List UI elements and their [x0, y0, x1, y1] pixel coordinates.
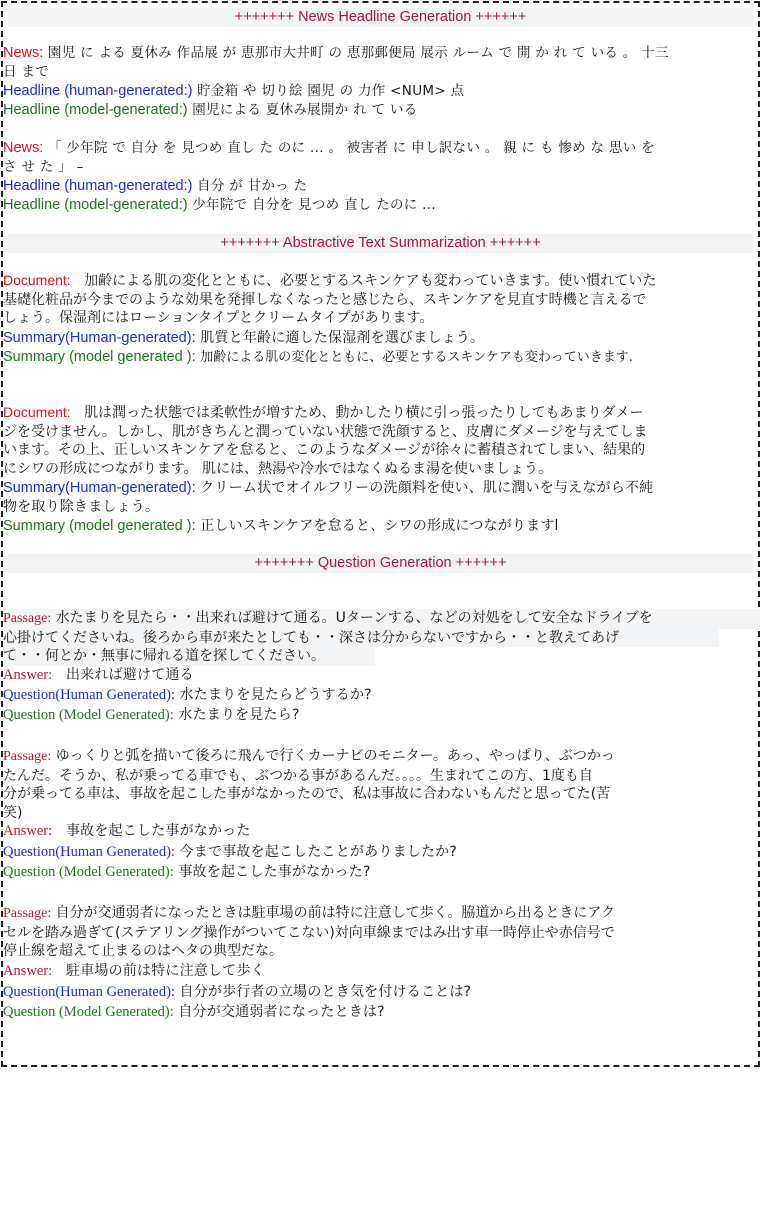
question-example-1-model [3, 706, 300, 725]
document-line: 基礎化粧品が今までのような効果を発揮しなくなったと感じたら、スキンケアを見直す時機と言えるで [3, 291, 647, 308]
question-example-2-human [3, 843, 457, 862]
summary-example-1-document [3, 271, 760, 328]
passage-label: Passage: [3, 749, 52, 764]
summary-example-2-document [3, 403, 760, 478]
news-text-cont: さ せ た 」 – [3, 159, 84, 175]
summary-human-text: 肌質と年齢に適した保湿剤を選びましょう。 [200, 330, 485, 346]
document-label: Document: [3, 272, 71, 288]
question-example-2-passage [3, 747, 760, 822]
news-example-2-human [3, 177, 307, 196]
summary-example-1-model [3, 348, 633, 367]
passage-line: 分が乗ってる車は、事故を起こした事がなかったので、私は事故に合わないもんだと思ってた(苦 [3, 786, 611, 803]
section-header-question-generation: +++++++ Question Generation ++++++ [8, 554, 753, 573]
summary-example-2-human [3, 479, 653, 498]
question-human-text: 水たまりを見たらどうするか? [179, 687, 372, 703]
headline-model-text: 園児による 夏休み展開か れ て いる [192, 102, 418, 118]
document-line: 加齢による肌の変化とともに、必要とするスキンケアも変わっていきます。使い慣れていた [84, 273, 657, 289]
question-example-3-human [3, 983, 471, 1002]
summary-model-label: Summary (model generated ): [3, 349, 196, 365]
question-example-1-passage [3, 609, 760, 666]
answer-label: Answer: [3, 963, 53, 979]
question-human-label: Question(Human Generated): [3, 687, 175, 703]
headline-human-text: 自分 が 甘かっ た [197, 178, 308, 194]
news-example-1-model [3, 101, 418, 120]
document-line: にシワの形成につながります。 肌には、熱湯や冷水ではなくぬるま湯を使いましょう。 [3, 460, 553, 477]
document-line: います。その上、正しいスキンケアを怠ると、このようなダメージが徐々に蓄積されてしまい、結果的 [3, 442, 646, 459]
answer-text: 事故を起こした事がなかった [65, 823, 251, 839]
passage-line: たんだ。そうか、私が乗ってる車でも、ぶつかる事があるんだ。。。。生まれてこの方、1度も自 [3, 767, 593, 784]
news-label: News: [3, 140, 44, 156]
headline-model-label: Headline (model-generated:) [3, 102, 188, 118]
summary-model-text: 加齢による肌の変化とともに、必要とするスキンケアも変わっていきます. [200, 350, 633, 365]
section-header-news: +++++++ News Headline Generation ++++++ [8, 8, 753, 27]
document-label: Document: [3, 404, 71, 420]
summary-human-label: Summary(Human-generated): [3, 480, 196, 496]
headline-human-text: 貯金箱 や 切り絵 園児 の 力作 <NUM> 点 [197, 83, 465, 99]
question-example-1-human [3, 686, 372, 705]
section-header-summarization: +++++++ Abstractive Text Summarization ++++++ [8, 234, 753, 253]
passage-line: 心掛けてくださいね。後ろから車が来たとしても・・深さは分からないですから・・と教えてあげ [3, 629, 719, 648]
question-model-label: Question (Model Generated): [3, 864, 174, 880]
document-line: 肌は潤った状態では柔軟性が増すため、動かしたり横に引っ張ったりしてもあまりダメー [84, 405, 644, 421]
summary-human-text: クリーム状でオイルフリーの洗顔料を使い、肌に潤いを与えながら不純 [200, 480, 654, 496]
passage-line: 停止線を超えて止まるのはヘタの典型だな。 [3, 943, 283, 960]
question-example-3-passage [3, 904, 760, 961]
answer-text: 駐車場の前は特に注意して歩く [65, 963, 265, 979]
passage-label: Passage: [3, 906, 52, 921]
question-model-text: 自分が交通弱者になったときは? [178, 1004, 385, 1020]
passage-line: て・・何とか・無事に帰れる道を探してください。 [3, 647, 375, 666]
news-text-cont: 日 まで [3, 64, 49, 80]
news-example-2-news [3, 139, 655, 158]
question-example-3-answer [3, 962, 265, 981]
question-example-3-model [3, 1003, 385, 1022]
headline-human-label: Headline (human-generated:) [3, 178, 193, 194]
question-example-2-answer [3, 822, 251, 841]
question-model-text: 水たまりを見たら? [178, 707, 300, 723]
summary-example-1-human [3, 329, 484, 348]
passage-line: 自分が交通弱者になったときは駐車場の前は特に注意して歩く。脇道から出るときにアク [55, 905, 615, 921]
summary-human-text-cont: 物を取り除きましょう。 [3, 499, 160, 515]
news-label: News: [3, 45, 44, 61]
passage-line: 水たまりを見たら・・出来れば避けて通る。Uターンする、などの対処をして安全なドライブを [55, 610, 653, 626]
passage-line: ゆっくりと弧を描いて後ろに飛んで行くカーナビのモニター。あっ、やっぱり、ぶつかっ [55, 748, 615, 764]
question-human-label: Question(Human Generated): [3, 984, 175, 1000]
question-model-text: 事故を起こした事がなかった? [178, 864, 371, 880]
document-line: しょう。保湿剤にはローションタイプとクリームタイプがあります。 [3, 310, 434, 327]
passage-line: セルを踏み過ぎて(ステアリング操作がついてこない)対向車線まではみ出す車一時停止や赤信号で [3, 924, 615, 941]
news-example-1-human [3, 82, 464, 101]
question-model-label: Question (Model Generated): [3, 707, 174, 723]
question-human-text: 今まで事故を起こしたことがありましたか? [179, 844, 457, 860]
summary-human-label: Summary(Human-generated): [3, 330, 196, 346]
question-example-1-answer [3, 666, 194, 685]
answer-label: Answer: [3, 667, 53, 683]
question-example-2-model [3, 863, 371, 882]
question-human-text: 自分が歩行者の立場のとき気を付けることは? [179, 984, 472, 1000]
news-text: 「 少年院 で 自分 を 見つめ 直し た のに ... 。 被害者 に 申し訳ない 。 親 に も 惨め な 思い を [47, 140, 655, 156]
passage-label: Passage: [3, 611, 52, 626]
news-example-2-model [3, 196, 436, 215]
answer-label: Answer: [3, 823, 53, 839]
summary-model-label: Summary (model generated ): [3, 518, 196, 534]
summary-model-text: 正しいスキンケアを怠ると、シワの形成につながりますl [200, 518, 559, 534]
summary-example-2-model [3, 517, 559, 536]
headline-model-label: Headline (model-generated:) [3, 197, 188, 213]
headline-model-text: 少年院で 自分を 見つめ 直し たのに ... [192, 197, 436, 213]
news-text: 園児 に よる 夏休み 作品展 が 恵那市大井町 の 恵那郵便局 展示 ルーム で 開 か れ て いる 。 十三 [47, 45, 669, 61]
news-example-1-news [3, 44, 669, 63]
question-human-label: Question(Human Generated): [3, 844, 175, 860]
answer-text: 出来れば避けて通る [65, 667, 194, 683]
passage-line: 笑) [3, 804, 23, 821]
question-model-label: Question (Model Generated): [3, 1004, 174, 1020]
headline-human-label: Headline (human-generated:) [3, 83, 193, 99]
document-line: ジを受けません。しかし、肌がきちんと潤っていない状態で洗顔すると、皮膚にダメージを与えてしま [3, 423, 648, 440]
